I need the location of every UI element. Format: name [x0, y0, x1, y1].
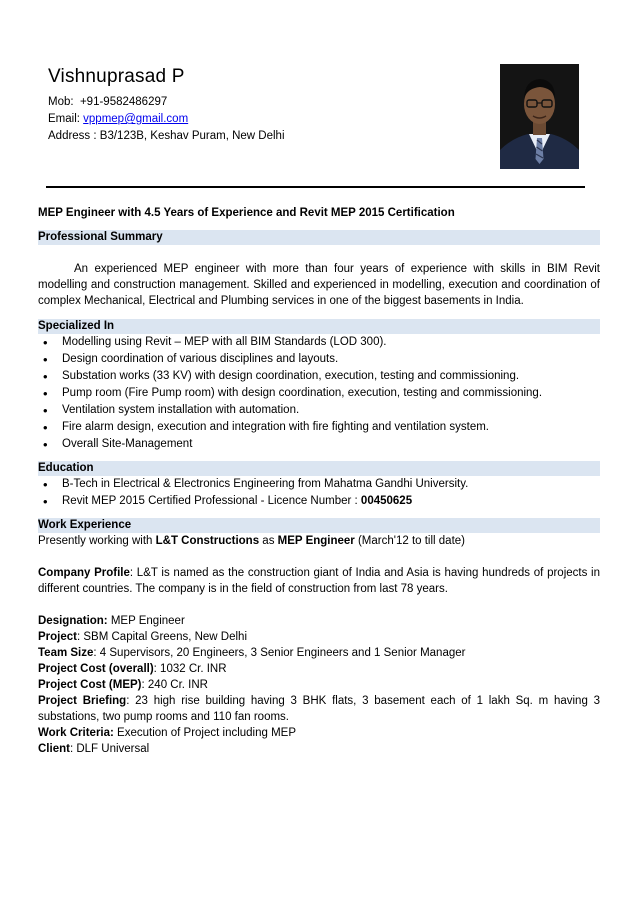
detail-client	[38, 741, 600, 757]
detail-label: Team Size	[38, 647, 94, 659]
detail-label: Work Criteria:	[38, 727, 114, 739]
detail-label: Project Cost (overall)	[38, 663, 154, 675]
licence-number: 00450625	[360, 495, 413, 507]
licence-text: Revit MEP 2015 Certified Professional - Licence Number :	[62, 495, 361, 507]
detail-project-briefing	[38, 693, 600, 725]
detail-cost-mep	[38, 677, 600, 693]
list-item: • Pump room (Fire Pump room) with design coordination, execution, testing and commissioning.	[38, 385, 600, 402]
present-dates: (March'12 to till date)	[354, 535, 465, 547]
present-text: as	[259, 535, 278, 547]
address-label: Address :	[48, 130, 97, 142]
detail-work-criteria	[38, 725, 600, 741]
present-company: L&T Constructions	[155, 535, 260, 547]
email-link[interactable]: vppmep@gmail.com	[83, 113, 189, 125]
address-value: B3/123B, Keshav Puram, New Delhi	[99, 130, 285, 142]
email-label: Email:	[48, 113, 80, 125]
profile-photo-graphic	[500, 64, 579, 169]
company-profile-text: : L&T is named as the construction giant of India and Asia is having hundreds of projects in different countries. The company is in the field of construction from last 78 years.	[38, 567, 600, 595]
company-profile	[38, 565, 600, 597]
company-profile-label: Company Profile	[38, 567, 130, 579]
detail-value: : DLF Universal	[69, 743, 150, 755]
project-details	[38, 613, 600, 757]
detail-project	[38, 629, 600, 645]
list-item: • Modelling using Revit – MEP with all BIM Standards (LOD 300).	[38, 334, 600, 351]
profile-photo	[500, 64, 579, 169]
detail-team-size	[38, 645, 600, 661]
detail-label: Project	[38, 631, 77, 643]
detail-value: : SBM Capital Greens, New Delhi	[77, 631, 248, 643]
detail-value: MEP Engineer	[107, 615, 185, 627]
list-item: • Fire alarm design, execution and integration with fire fighting and ventilation system.	[38, 419, 600, 436]
list-item: • Overall Site-Management	[38, 436, 600, 453]
detail-cost-overall	[38, 661, 600, 677]
detail-label: Client	[38, 743, 70, 755]
education-list	[38, 476, 600, 510]
header-divider	[46, 186, 585, 188]
list-item: • Ventilation system installation with automation.	[38, 402, 600, 419]
list-item	[38, 493, 600, 510]
specialized-list	[38, 334, 600, 453]
detail-label: Designation:	[38, 615, 108, 627]
list-item: • Substation works (33 KV) with design coordination, execution, testing and commissioning.	[38, 368, 600, 385]
list-item: • Design coordination of various disciplines and layouts.	[38, 351, 600, 368]
detail-label: Project Briefing	[38, 695, 127, 707]
detail-value: : 23 high rise building having 3 BHK flats, 3 basement each of 1 lakh Sq. m having 3 substations, two pump rooms and 110 fan rooms.	[38, 695, 600, 723]
present-text: Presently working with	[38, 535, 156, 547]
present-role: MEP Engineer	[277, 535, 355, 547]
candidate-name: Vishnuprasad P	[48, 66, 185, 87]
summary-paragraph: An experienced MEP engineer with more than four years of experience with skills in BIM Revit modelling and construction management. Skilled and experienced in modelling, execution and coordination of complex Mechanical, Electrical and Plumbing services in one of the biggest basements in India.	[38, 263, 600, 307]
detail-value: : 1032 Cr. INR	[153, 663, 227, 675]
section-header-education: Education	[38, 461, 600, 476]
resume-headline: MEP Engineer with 4.5 Years of Experience and Revit MEP 2015 Certification	[38, 207, 455, 219]
detail-value: Execution of Project including MEP	[113, 727, 297, 739]
section-header-professional-summary: Professional Summary	[38, 230, 600, 245]
detail-designation	[38, 613, 600, 629]
detail-value: : 240 Cr. INR	[141, 679, 208, 691]
mobile-label: Mob:	[48, 96, 74, 108]
section-header-specialized-in: Specialized In	[38, 319, 600, 334]
detail-label: Project Cost (MEP)	[38, 679, 142, 691]
resume-body	[38, 205, 600, 757]
section-header-work-experience: Work Experience	[38, 518, 600, 533]
email-line	[48, 113, 188, 125]
mobile-line	[48, 96, 167, 108]
address-line	[48, 130, 285, 142]
list-item: • B-Tech in Electrical & Electronics Engineering from Mahatma Gandhi University.	[38, 476, 600, 493]
present-employment	[38, 533, 600, 549]
detail-value: : 4 Supervisors, 20 Engineers, 3 Senior Engineers and 1 Senior Manager	[93, 647, 466, 659]
mobile-number: +91-9582486297	[79, 96, 168, 108]
